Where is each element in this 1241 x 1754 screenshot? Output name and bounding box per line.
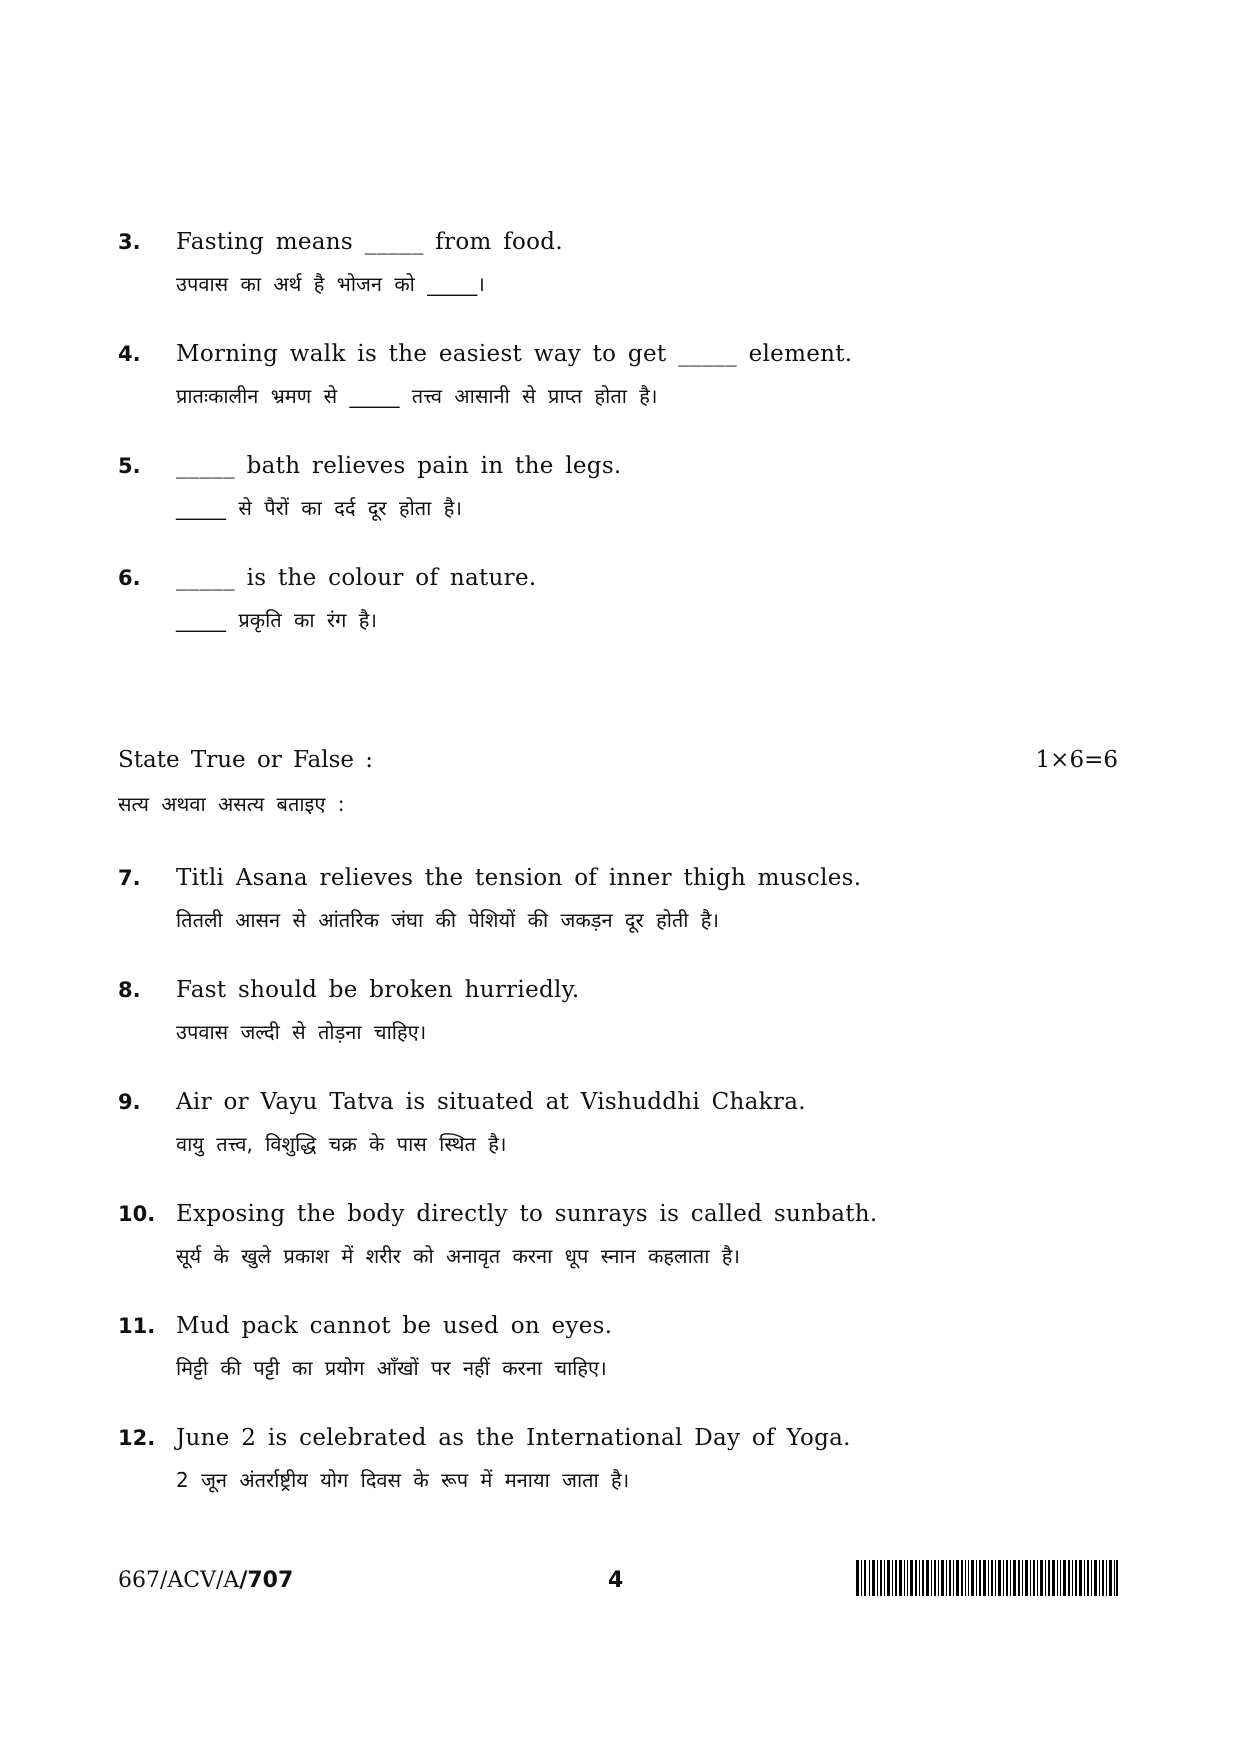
question-number: 6. bbox=[118, 566, 141, 590]
question-number: 8. bbox=[118, 978, 141, 1002]
question-number: 10. bbox=[118, 1202, 156, 1226]
question-text-hi: मिट्टी की पट्टी का प्रयोग आँखों पर नहीं करना चाहिए। bbox=[176, 1356, 607, 1380]
question-text-en: _____ is the colour of nature. bbox=[176, 565, 537, 591]
question-text-hi: सूर्य के खुले प्रकाश में शरीर को अनावृत करना धूप स्नान कहलाता है। bbox=[176, 1244, 740, 1268]
question-number: 11. bbox=[118, 1314, 156, 1338]
question-10 bbox=[118, 1198, 1118, 1272]
section-marks: 1×6=6 bbox=[1035, 747, 1118, 773]
section-title-en: State True or False : bbox=[118, 747, 374, 773]
question-number: 4. bbox=[118, 342, 141, 366]
question-text-hi: तितली आसन से आंतरिक जंघा की पेशियों की जकड़न दूर होती है। bbox=[176, 908, 720, 932]
question-3 bbox=[118, 226, 1118, 300]
paper-code-prefix: 667/ACV/A bbox=[118, 1568, 240, 1593]
question-text-hi: वायु तत्त्व, विशुद्धि चक्र के पास स्थित है। bbox=[176, 1132, 507, 1156]
question-number: 3. bbox=[118, 230, 141, 254]
question-number: 9. bbox=[118, 1090, 141, 1114]
question-5 bbox=[118, 450, 1118, 524]
page-number: 4 bbox=[608, 1568, 624, 1593]
paper-code bbox=[118, 1568, 293, 1593]
question-7 bbox=[118, 862, 1118, 936]
question-text-hi: _____ प्रकृति का रंग है। bbox=[176, 608, 377, 632]
question-4 bbox=[118, 338, 1118, 412]
question-text-hi: _____ से पैरों का दर्द दूर होता है। bbox=[176, 496, 462, 520]
paper-code-bold: /707 bbox=[239, 1568, 294, 1593]
question-8 bbox=[118, 974, 1118, 1048]
question-number: 12. bbox=[118, 1426, 156, 1450]
section-title-hi: सत्य अथवा असत्य बताइए : bbox=[118, 792, 345, 816]
question-text-hi: प्रातःकालीन भ्रमण से _____ तत्त्व आसानी से प्राप्त होता है। bbox=[176, 384, 658, 408]
question-text-hi: 2 जून अंतर्राष्ट्रीय योग दिवस के रूप में मनाया जाता है। bbox=[176, 1468, 630, 1492]
question-text-en: June 2 is celebrated as the International Day of Yoga. bbox=[176, 1425, 851, 1451]
question-text-en: Air or Vayu Tatva is situated at Vishuddhi Chakra. bbox=[176, 1089, 806, 1115]
page-footer bbox=[118, 1560, 1118, 1600]
question-text-en: Mud pack cannot be used on eyes. bbox=[176, 1313, 613, 1339]
question-text-hi: उपवास का अर्थ है भोजन को _____। bbox=[176, 272, 485, 296]
question-text-en: Titli Asana relieves the tension of inner thigh muscles. bbox=[176, 865, 862, 891]
question-text-en: Exposing the body directly to sunrays is called sunbath. bbox=[176, 1201, 878, 1227]
question-text-en: Fast should be broken hurriedly. bbox=[176, 977, 580, 1003]
question-9 bbox=[118, 1086, 1118, 1160]
question-text-en: _____ bath relieves pain in the legs. bbox=[176, 453, 622, 479]
question-text-en: Morning walk is the easiest way to get _____ element. bbox=[176, 341, 853, 367]
question-text-en: Fasting means _____ from food. bbox=[176, 229, 563, 255]
section-header bbox=[118, 744, 1118, 820]
barcode-icon bbox=[856, 1560, 1118, 1596]
question-text-hi: उपवास जल्दी से तोड़ना चाहिए। bbox=[176, 1020, 427, 1044]
question-number: 7. bbox=[118, 866, 141, 890]
question-11 bbox=[118, 1310, 1118, 1384]
question-number: 5. bbox=[118, 454, 141, 478]
question-12 bbox=[118, 1422, 1118, 1496]
question-6 bbox=[118, 562, 1118, 636]
